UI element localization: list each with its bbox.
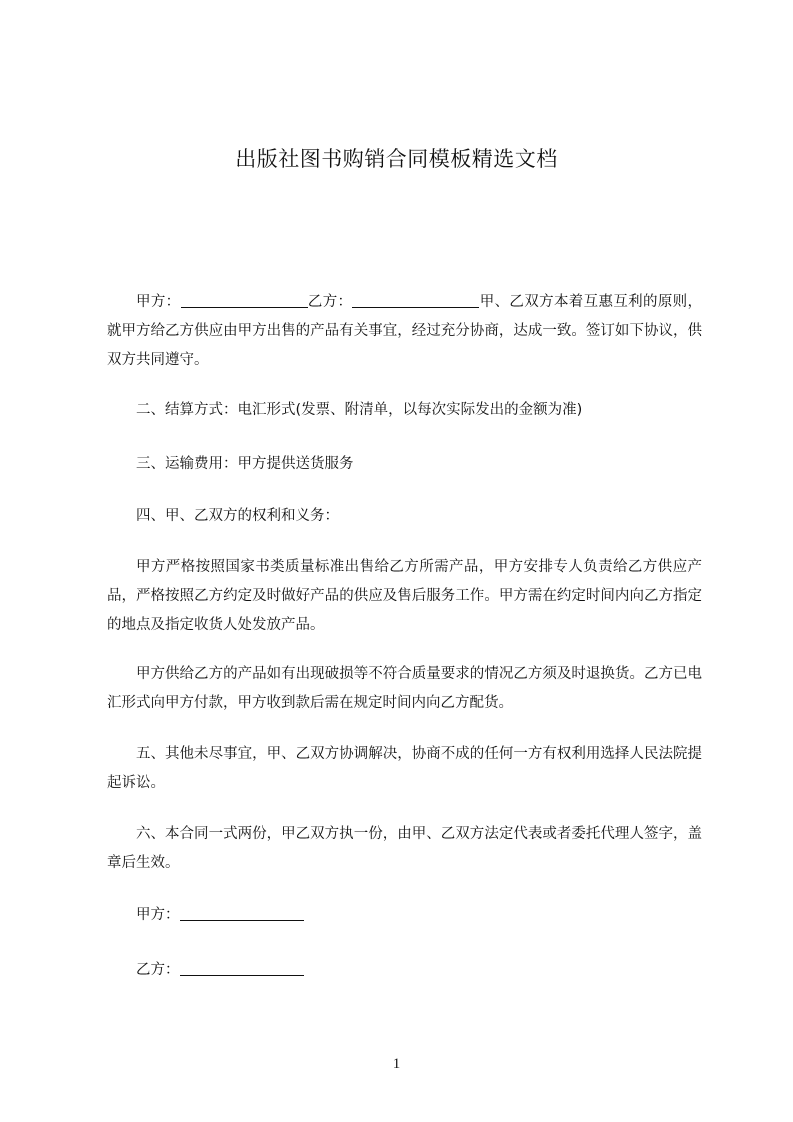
party-a-label: 甲方： [136,294,181,310]
clause-effect: 六、本合同一式两份，甲乙双方执一份，由甲、乙双方法定代表或者委托代理人签字，盖章后生效。 [107,826,702,871]
intro-paragraph [107,288,702,375]
signature-party-a-label: 甲方： [136,907,180,923]
signature-party-b-blank [180,959,304,976]
clause-disputes: 五、其他未尽事宜，甲、乙双方协调解决，协商不成的任何一方有权利用选择人民法院提起诉讼。 [107,746,702,791]
party-a-blank [181,291,308,308]
clause-settlement: 二、结算方式：电汇形式(发票、附清单，以每次实际发出的金额为准) [136,402,583,418]
clause-transport: 三、运输费用：甲方提供送货服务 [136,456,354,472]
intro-text: 甲、乙双方本着互惠互利的原则，就甲方给乙方供应由甲方出售的产品有关事宜，经过充分协商，达成一致。签订如下协议，供双方共同遵守。 [107,294,703,368]
signature-party-a [107,901,702,930]
document-title: 出版社图书购销合同模板精选文档 [235,147,558,171]
party-b-label: 乙方： [307,294,353,310]
signature-party-b [107,956,702,985]
signature-party-a-blank [180,904,304,921]
signature-party-b-label: 乙方： [136,962,180,978]
party-b-blank [352,291,479,308]
clause-quality: 甲方供给乙方的产品如有出现破损等不符合质量要求的情况乙方须及时退换货。乙方已电汇形式向甲方付款，甲方收到款后需在规定时间内向乙方配货。 [107,666,702,711]
clause-rights-party-a: 甲方严格按照国家书类质量标准出售给乙方所需产品，甲方安排专人负责给乙方供应产品，严格按照乙方约定及时做好产品的供应及售后服务工作。甲方需在约定时间内向乙方指定的地点及指定收货人处发放产品。 [107,559,702,633]
page-number: 1 [392,1056,401,1072]
clause-rights-heading: 四、甲、乙双方的权利和义务： [136,508,339,524]
